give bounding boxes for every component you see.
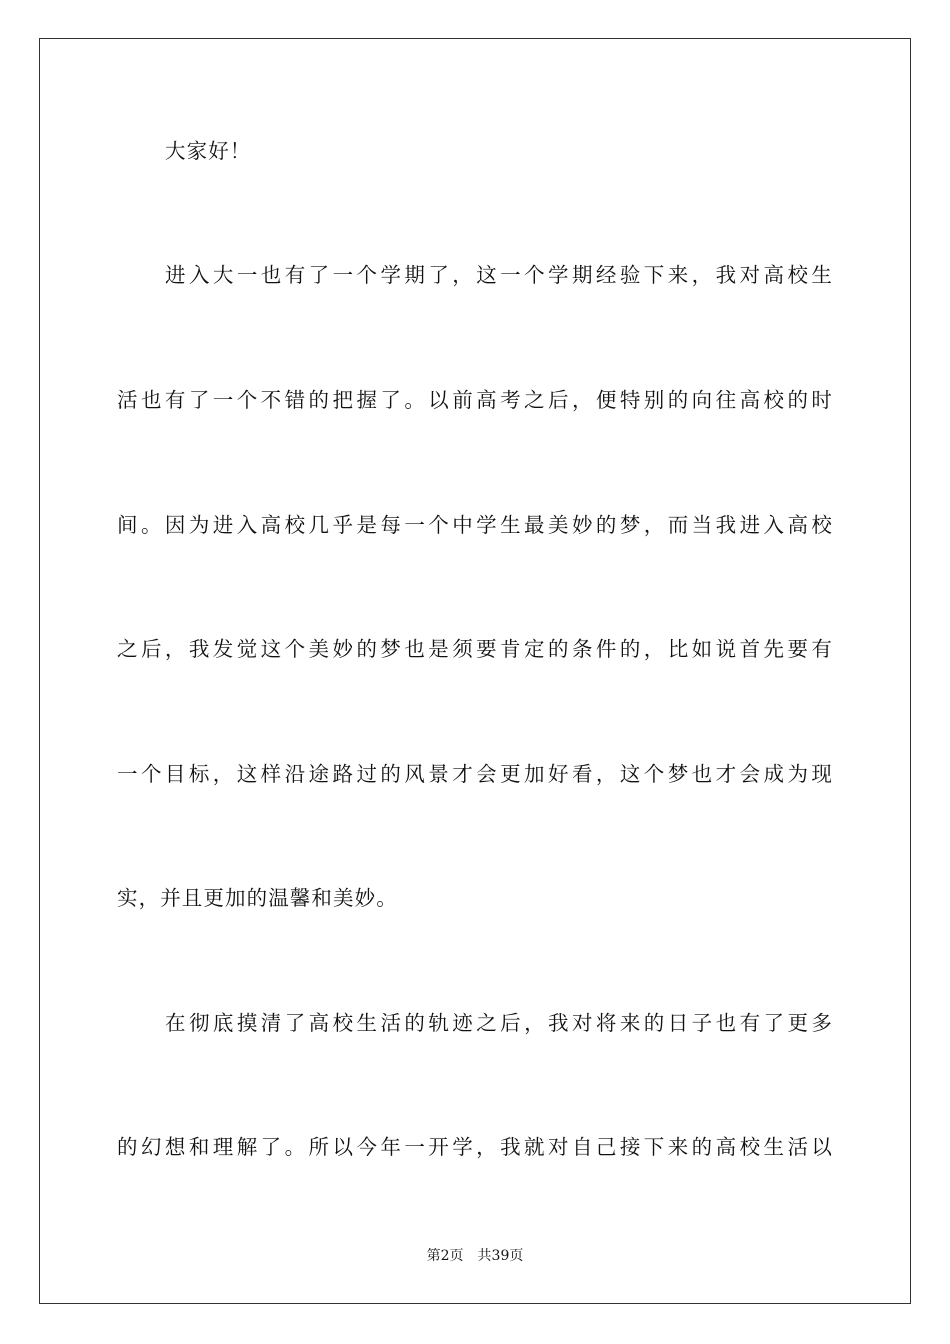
page-number: 第2页 — [426, 1248, 464, 1264]
page-border — [39, 38, 911, 1304]
paragraph-1-line-5: 一个目标，这样沿途路过的风景才会更加好看，这个梦也才会成为现 — [117, 762, 833, 786]
paragraph-1-line-1: 进入大一也有了一个学期了，这一个学期经验下来，我对高校生 — [165, 263, 833, 287]
paragraph-2-line-2: 的幻想和理解了。所以今年一开学，我就对自己接下来的高校生活以 — [117, 1135, 833, 1159]
greeting-line: 大家好！ — [165, 139, 252, 163]
paragraph-1-line-4: 之后，我发觉这个美妙的梦也是须要肯定的条件的，比如说首先要有 — [117, 637, 833, 661]
paragraph-1-line-3: 间。因为进入高校几乎是每一个中学生最美妙的梦，而当我进入高校 — [117, 513, 833, 537]
paragraph-1-line-2: 活也有了一个不错的把握了。以前高考之后，便特别的向往高校的时 — [117, 388, 833, 412]
page-footer — [0, 1247, 950, 1265]
paragraph-2-line-1: 在彻底摸清了高校生活的轨迹之后，我对将来的日子也有了更多 — [165, 1011, 833, 1035]
paragraph-1-line-6: 实，并且更加的温馨和美妙。 — [117, 886, 398, 910]
page-total: 共39页 — [477, 1248, 524, 1264]
